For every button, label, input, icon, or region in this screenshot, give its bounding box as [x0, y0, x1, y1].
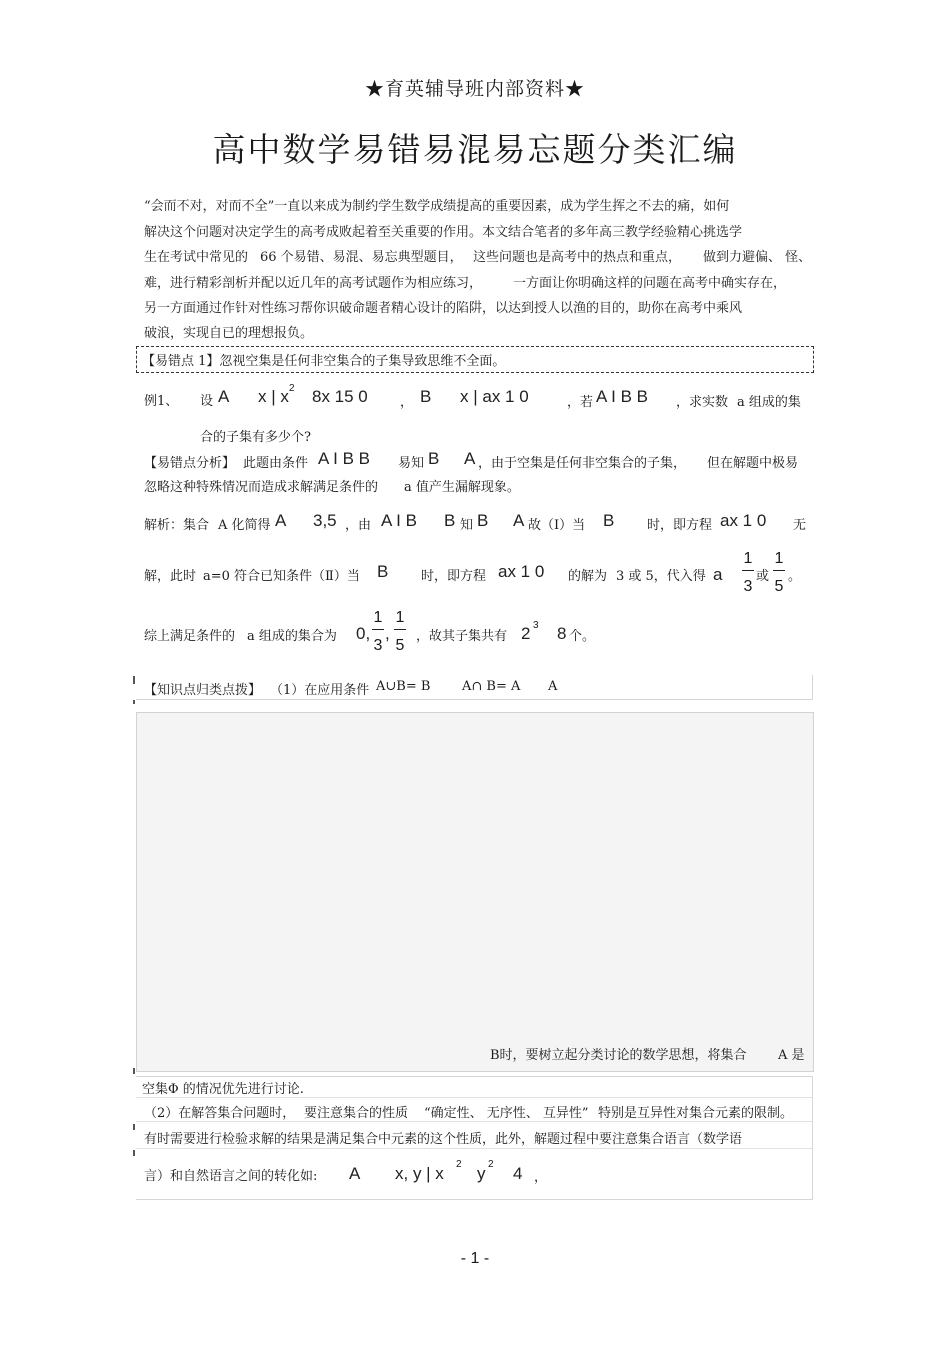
fraction-1-bar: [742, 570, 754, 571]
knowledge-math-def: x, y | x: [395, 1164, 444, 1183]
knowledge-row-2c: “确定性、 无序性、 互异性”: [424, 1106, 589, 1121]
solution-row2-a: 解，此时: [144, 569, 197, 584]
solution-math-A: A: [275, 511, 287, 530]
solution-text-2: ，由: [345, 518, 372, 533]
knowledge-row-4a: 言）和自然语言之间的转化如:: [144, 1169, 318, 1184]
intro-line-2: 解决这个问题对决定学生的高考成败起着至关重要的作用。本文结合笔者的多年高三教学经验精心挑选学: [144, 225, 743, 240]
intro-line-4b: 一方面让你明确这样的问题在高考中确实存在，: [513, 276, 787, 291]
solution-text-1: A 化简得: [218, 518, 271, 533]
knowledge-math-y: y: [477, 1164, 486, 1183]
solution-row2-b: a=0 符合已知条件（Ⅱ）当: [203, 569, 360, 584]
intro-line-3b: 66 个易错、易混、易忘典型题目，: [260, 250, 463, 265]
knowledge-row-2a: （2）在解答集合问题时，: [144, 1106, 296, 1121]
math-condition: A I B B: [596, 387, 648, 406]
solution-math-set: 3,5: [313, 511, 337, 530]
solution-label: 解析：集合: [144, 518, 210, 533]
fraction-2-numerator: 1: [774, 550, 784, 567]
fraction-3-numerator: 1: [373, 609, 383, 626]
knowledge-row-1: 空集Φ 的情况优先进行讨论.: [142, 1082, 304, 1097]
knowledge-label: 【知识点归类点拨】: [144, 683, 262, 698]
margin-mark: [133, 1068, 135, 1074]
knowledge-big-tail-b: A 是: [778, 1048, 805, 1063]
solution-row2-e: 3 或 5，代入得: [616, 569, 706, 584]
knowledge-math-sup-1: 2: [456, 1159, 462, 1170]
margin-mark: [133, 700, 135, 704]
math-set-A-def: x | x: [258, 387, 289, 406]
math-set-B-def: x | ax 1 0: [460, 387, 529, 406]
analysis-math-3: A: [464, 449, 476, 468]
knowledge-text-1: （1）在应用条件: [270, 683, 370, 698]
knowledge-math-sup-2: 2: [488, 1159, 494, 1170]
knowledge-math-4: 4: [513, 1164, 523, 1183]
intro-line-1: “会而不对，对而不全”一直以来成为制约学生数学成绩提高的重要因素，成为学生挥之不去的痛，如何: [144, 199, 730, 214]
embedded-image-area: [136, 712, 814, 1072]
example-tail: ，求实数: [676, 395, 729, 410]
analysis-math-2: B: [428, 449, 440, 468]
example-line-2: 合的子集有多少个?: [200, 430, 311, 445]
knowledge-row-3: 有时需要进行检验求解的结果是满足集合中元素的这个性质，此外，解题过程中要注意集合语言（数学语: [144, 1132, 743, 1147]
solution-row3-superscript: 3: [533, 620, 539, 631]
if-word: ，若: [567, 395, 594, 410]
math-set-B: B: [420, 387, 432, 406]
margin-mark: [133, 676, 135, 684]
solution-row3-b: a 组成的集合为: [247, 629, 337, 644]
solution-math-eq: ax 1 0: [720, 511, 767, 530]
solution-math-B: B: [444, 511, 456, 530]
analysis-math-1: A I B B: [318, 449, 370, 468]
knowledge-text-3: A∩ B= A: [462, 679, 521, 694]
document-title: 高中数学易错易混易忘题分类汇编: [212, 130, 738, 169]
analysis-line-2a: 忽略这种特殊情况而造成求解满足条件的: [144, 480, 379, 495]
solution-text-6: 无: [793, 518, 807, 533]
row-divider: [136, 1097, 812, 1098]
analysis-text-4: 但在解题中极易: [707, 456, 799, 471]
analysis-text-3: ，由于空集是任何非空集合的子集，: [478, 456, 687, 471]
analysis-line-2b: a 值产生漏解现象。: [404, 480, 520, 495]
solution-row2-math-eq: ax 1 0: [498, 562, 545, 581]
knowledge-text-4: A: [548, 679, 558, 694]
intro-line-3d: 做到力避偏、 怪、: [703, 250, 812, 265]
solution-row2-math-a: a: [713, 565, 723, 584]
period: 。: [788, 569, 802, 584]
solution-math-B2: B: [477, 511, 489, 530]
intro-line-5: 另一方面通过作针对性练习帮你识破命题者精心设计的陷阱，以达到授人以渔的目的，助你在高考中乘风: [144, 301, 743, 316]
solution-row2-c: 时，即方程: [421, 569, 487, 584]
page-number: - 1 -: [460, 1250, 490, 1267]
math-set-A: A: [218, 387, 230, 406]
margin-mark: [133, 1150, 135, 1156]
math-superscript: 2: [289, 383, 295, 394]
solution-row3-math-2: 2: [521, 624, 531, 643]
fraction-4-bar: [394, 629, 406, 630]
or-word: 或: [756, 569, 770, 584]
knowledge-row-4-end: ，: [534, 1170, 548, 1185]
solution-text-5: 时，即方程: [647, 518, 713, 533]
intro-line-6: 破浪，实现自已的理想报负。: [144, 326, 314, 341]
solution-math-cond: A I B: [381, 511, 417, 530]
solution-row3-d: 个。: [569, 629, 596, 644]
example-label: 例1、: [144, 394, 179, 409]
fraction-2-bar: [773, 570, 785, 571]
row-divider: [136, 1121, 812, 1122]
solution-row3-c: ，故其子集共有: [416, 629, 508, 644]
solution-math-B3: B: [603, 511, 615, 530]
math-set-A-def-tail: 8x 15 0: [312, 387, 368, 406]
analysis-text-1: 此题由条件: [243, 456, 309, 471]
solution-text-3: 知: [460, 518, 474, 533]
comma: ，: [400, 395, 414, 410]
solution-math-A2: A: [513, 511, 525, 530]
solution-row3-math-8: 8: [557, 624, 567, 643]
error-point-1-label: 【易错点 1】忽视空集是任何非空集合的子集导致思维不全面。: [142, 354, 506, 369]
fraction-4-numerator: 1: [395, 609, 405, 626]
intro-line-3a: 生在考试中常见的: [144, 250, 249, 265]
example-tail-var: a 组成的集: [737, 395, 801, 410]
knowledge-big-tail-a: B时，要树立起分类讨论的数学思想，将集合: [490, 1048, 747, 1063]
knowledge-text-2: A∪B= B: [376, 679, 431, 694]
knowledge-math-A: A: [349, 1164, 361, 1183]
intro-line-4a: 难，进行精彩剖析并配以近几年的高考试题作为相应练习，: [144, 276, 483, 291]
solution-row3-math-zero: 0,: [356, 624, 371, 643]
fraction-2-denominator: 5: [774, 578, 784, 595]
knowledge-row-2d: 特别是互异性对集合元素的限制。: [598, 1106, 794, 1121]
fraction-3-bar: [372, 629, 384, 630]
fraction-1-numerator: 1: [743, 550, 753, 567]
fraction-separator: ,: [385, 624, 390, 643]
solution-row2-math-B: B: [377, 562, 389, 581]
margin-mark: [133, 1124, 135, 1130]
fraction-4-denominator: 5: [395, 637, 405, 654]
fraction-3-denominator: 3: [373, 637, 383, 654]
solution-row3-a: 综上满足条件的: [144, 629, 236, 644]
example-set-word: 设: [200, 394, 214, 409]
solution-text-4: 故（Ⅰ）当: [528, 518, 586, 533]
solution-row2-d: 的解为: [568, 569, 608, 584]
knowledge-row-2b: 要注意集合的性质: [304, 1106, 409, 1121]
fraction-1-denominator: 3: [743, 578, 753, 595]
row-divider: [136, 1148, 812, 1149]
header-banner: ★育英辅导班内部资料★: [364, 78, 585, 100]
analysis-label: 【易错点分析】: [144, 456, 236, 471]
intro-line-3c: 这些问题也是高考中的热点和重点，: [473, 250, 682, 265]
analysis-text-2: 易知: [398, 456, 425, 471]
